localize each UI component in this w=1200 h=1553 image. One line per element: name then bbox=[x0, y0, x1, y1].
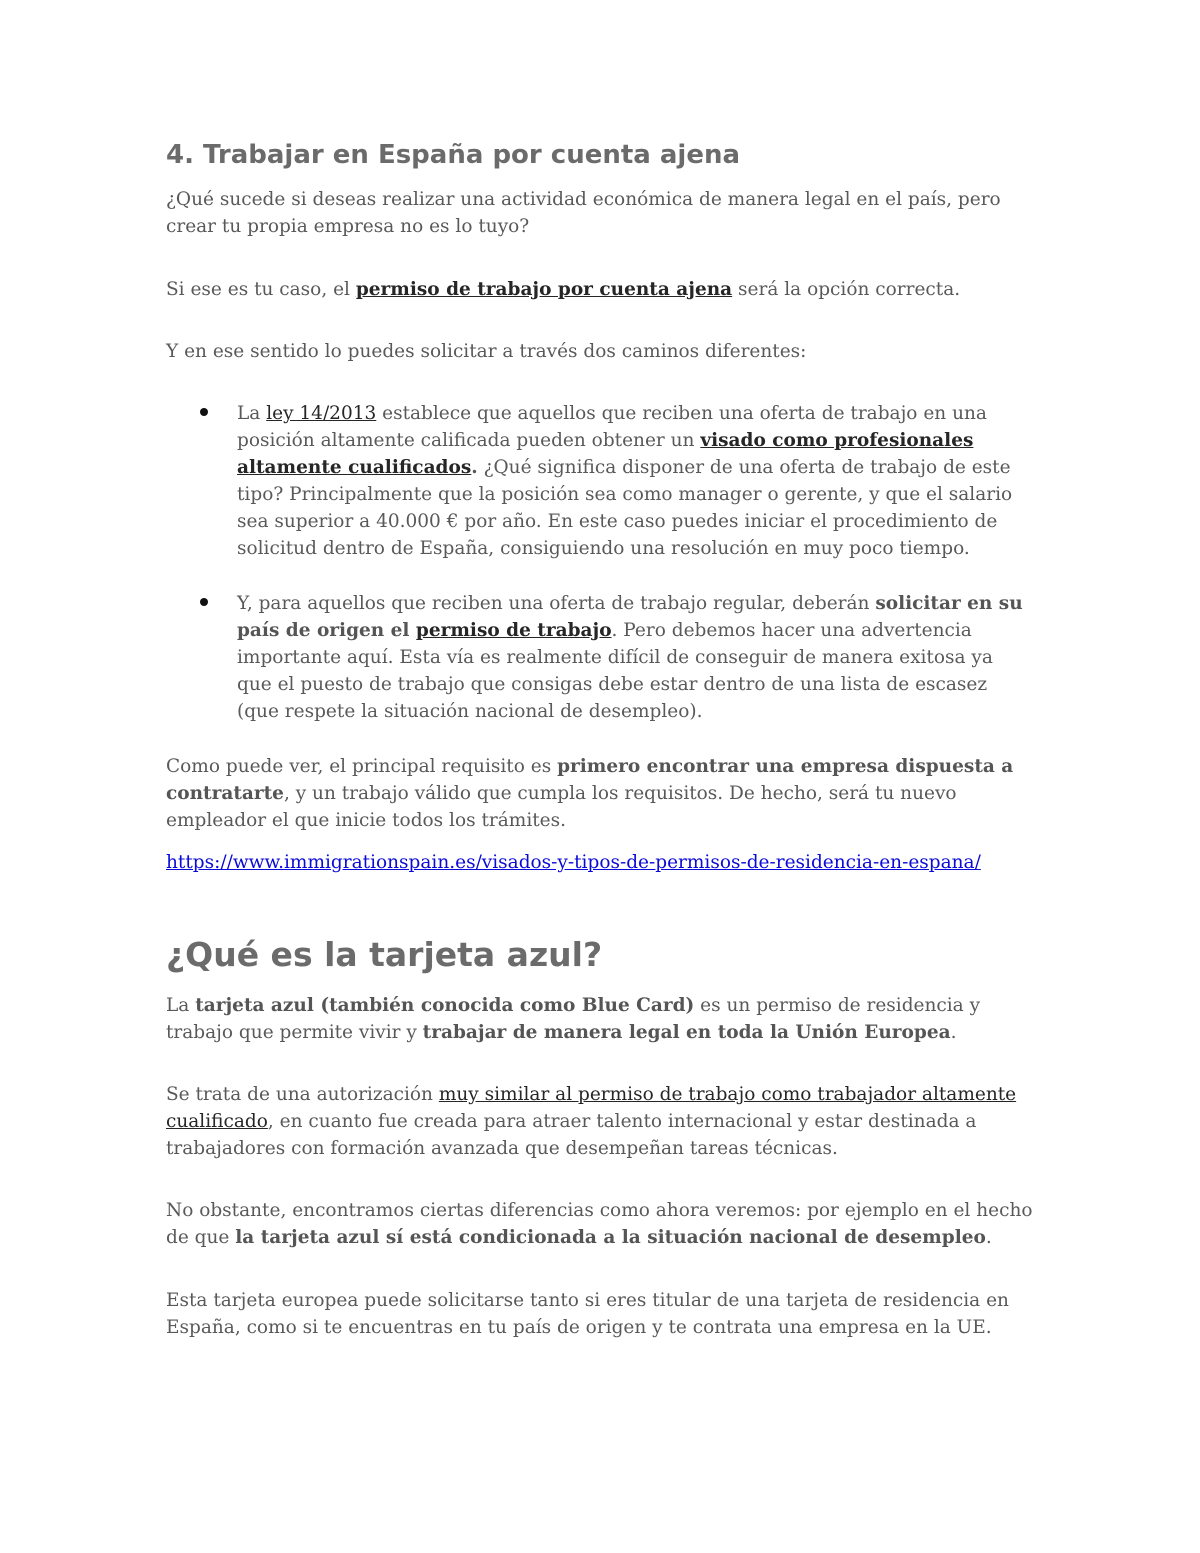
conclusion-paragraph bbox=[166, 753, 1036, 834]
bc-p3-post: . bbox=[985, 1227, 992, 1248]
source-url-link[interactable]: https://www.immigrationspain.es/visados-y-tipos-de-permisos-de-residencia-en-espana/ bbox=[166, 852, 981, 873]
bc-p1-bold1: tarjeta azul (también conocida como Blue Card) bbox=[195, 995, 695, 1016]
law-14-2013-link[interactable]: ley 14/2013 bbox=[266, 403, 377, 424]
work-permit-link[interactable]: permiso de trabajo por cuenta ajena bbox=[355, 279, 733, 300]
work-permit-origin-link[interactable]: permiso de trabajo bbox=[415, 620, 612, 641]
bc-p1-bold2: trabajar de manera legal en toda la Unión Europea bbox=[422, 1022, 951, 1043]
highly-qualified-permit-link[interactable]: muy similar al permiso de trabajo como trabajador altamente cualificado bbox=[166, 1084, 1017, 1132]
highly-qualified-visa-link[interactable]: visado como profesionales altamente cualificados bbox=[237, 430, 974, 478]
bullet1-post: ¿Qué significa disponer de una oferta de trabajo de este tipo? Principalmente que la posición sea como manager o gerente, y que el salario sea superior a 40.000 € por año. En este caso puedes iniciar el procedimiento de solicitud dentro de España, consiguiendo una resolución en muy poco tiempo. bbox=[237, 457, 1013, 559]
bullet-dot-icon bbox=[200, 598, 208, 606]
conclusion-post: , y un trabajo válido que cumpla los requisitos. De hecho, será tu nuevo empleador el que inicie todos los trámites. bbox=[166, 783, 957, 831]
section-heading: 4. Trabajar en España por cuenta ajena bbox=[166, 140, 741, 170]
bullet1-dot: . bbox=[471, 457, 478, 478]
blue-card-differences bbox=[166, 1197, 1036, 1251]
bullet1-pre: La bbox=[237, 403, 267, 424]
bc-p3-pre: No obstante, encontramos ciertas diferencias como ahora veremos: por ejemplo en el hecho de que bbox=[166, 1200, 1033, 1248]
main-heading: ¿Qué es la tarjeta azul? bbox=[166, 935, 603, 974]
bc-p1-post: . bbox=[950, 1022, 957, 1043]
bc-p1-pre: La bbox=[166, 995, 196, 1016]
blue-card-definition bbox=[166, 992, 1036, 1046]
bullet-item-regular-offer bbox=[237, 590, 1027, 725]
bullet-item-highly-qualified bbox=[237, 400, 1027, 562]
conclusion-bold: primero encontrar una empresa dispuesta a contratarte bbox=[166, 756, 1014, 804]
bc-p2-post: , en cuanto fue creada para atraer talento internacional y estar destinada a trabajadores con formación avanzada que desempeñan tareas técnicas. bbox=[166, 1111, 977, 1159]
intro-paths: Y en ese sentido lo puedes solicitar a través dos caminos diferentes: bbox=[166, 341, 807, 362]
bc-p3-bold: la tarjeta azul sí está condicionada a la situación nacional de desempleo bbox=[235, 1227, 986, 1248]
conclusion-pre: Como puede ver, el principal requisito es bbox=[166, 756, 558, 777]
blue-card-similarity bbox=[166, 1081, 1036, 1162]
bullet-dot-icon bbox=[200, 408, 208, 416]
intro-question: ¿Qué sucede si deseas realizar una actividad económica de manera legal en el país, pero crear tu propia empresa no es lo tuyo? bbox=[166, 189, 1001, 237]
bc-p1-mid: es un permiso de residencia y trabajo que permite vivir y bbox=[166, 995, 981, 1043]
blue-card-eligibility: Esta tarjeta europea puede solicitarse tanto si eres titular de una tarjeta de residencia en España, como si te encuentras en tu país de origen y te contrata una empresa en la UE. bbox=[166, 1290, 1009, 1338]
bullet2-bold: solicitar en su país de origen el bbox=[237, 593, 1023, 641]
intro-case-before: Si ese es tu caso, el bbox=[166, 279, 356, 300]
bullet1-mid: establece que aquellos que reciben una oferta de trabajo en una posición altamente calificada pueden obtener un bbox=[237, 403, 987, 451]
source-paragraph bbox=[166, 849, 1036, 876]
intro-case-paragraph bbox=[166, 276, 1036, 303]
bc-p2-pre: Se trata de una autorización bbox=[166, 1084, 439, 1105]
bullet2-pre: Y, para aquellos que reciben una oferta de trabajo regular, deberán bbox=[237, 593, 876, 614]
bullet2-post: . Pero debemos hacer una advertencia importante aquí. Esta vía es realmente difícil de conseguir de manera exitosa ya que el puesto de trabajo que consigas debe estar dentro de una lista de escasez (que respete la situación nacional de desempleo). bbox=[237, 620, 993, 722]
intro-case-after: será la opción correcta. bbox=[732, 279, 961, 300]
